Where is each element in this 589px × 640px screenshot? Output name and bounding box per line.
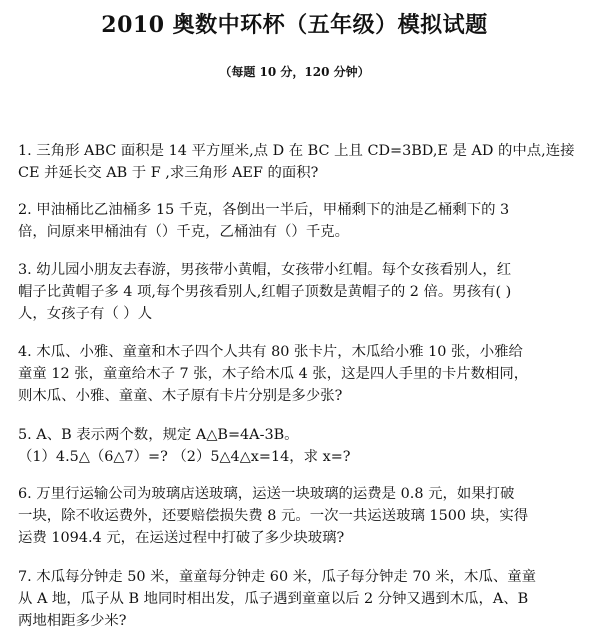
question-1: [18, 140, 578, 184]
question-line: 6. 万里行运输公司为玻璃店送玻璃，运送一块玻璃的运费是 0.8 元，如果打破: [18, 486, 515, 502]
question-line: 一块，除不收运费外，还要赔偿损失费 8 元。一次一共运送玻璃 1500 块，实得: [18, 508, 529, 524]
question-line: 3. 幼儿园小朋友去春游，男孩带小黄帽，女孩带小红帽。每个女孩看别人，红: [18, 262, 512, 278]
question-line: CE 并延长交 AB 于 F ,求三角形 AEF 的面积?: [18, 165, 319, 181]
page-title: 2010 奥数中环杯（五年级）模拟试题: [101, 12, 488, 38]
question-line: 2. 甲油桶比乙油桶多 15 千克，各倒出一半后，甲桶剩下的油是乙桶剩下的 3: [18, 202, 510, 218]
question-2: [18, 199, 578, 243]
question-line: 倍，问原来甲桶油有（）千克，乙桶油有（）千克。: [18, 224, 349, 240]
question-line: 则木瓜、小雅、童童、木子原有卡片分别是多少张?: [18, 388, 343, 404]
question-line: 运费 1094.4 元，在运送过程中打破了多少块玻璃?: [18, 530, 345, 546]
question-line: 1. 三角形 ABC 面积是 14 平方厘米,点 D 在 BC 上且 CD=3BD,E 是 AD 的中点,连接: [18, 143, 575, 159]
page-subtitle: （每题 10 分，120 分钟）: [219, 65, 370, 79]
question-line: 帽子比黄帽子多 4 项,每个男孩看别人,红帽子顶数是黄帽子的 2 倍。男孩有( ): [18, 284, 512, 300]
question-line: 人，女孩子有（ ）人: [18, 306, 153, 322]
question-line: 童童 12 张，童童给木子 7 张，木子给木瓜 4 张，这是四人手里的卡片数相同，: [18, 366, 529, 382]
question-line: 从 A 地，瓜子从 B 地同时相出发，瓜子遇到童童以后 2 分钟又遇到木瓜，A、B: [18, 591, 529, 607]
question-line: 5. A、B 表示两个数，规定 A△B=4A-3B。: [18, 427, 299, 443]
question-7: [18, 566, 578, 632]
question-5: [18, 424, 578, 468]
question-3: [18, 259, 578, 325]
question-6: [18, 483, 578, 549]
question-line: 4. 木瓜、小雅、童童和木子四个人共有 80 张卡片，木瓜给小雅 10 张，小雅给: [18, 344, 523, 360]
question-line: 7. 木瓜每分钟走 50 米，童童每分钟走 60 米，瓜子每分钟走 70 米，木瓜、童童: [18, 569, 537, 585]
question-line: 两地相距多少米?: [18, 613, 127, 629]
question-line: （1）4.5△（6△7）=? （2）5△4△x=14，求 x=?: [18, 449, 351, 465]
question-4: [18, 341, 578, 407]
